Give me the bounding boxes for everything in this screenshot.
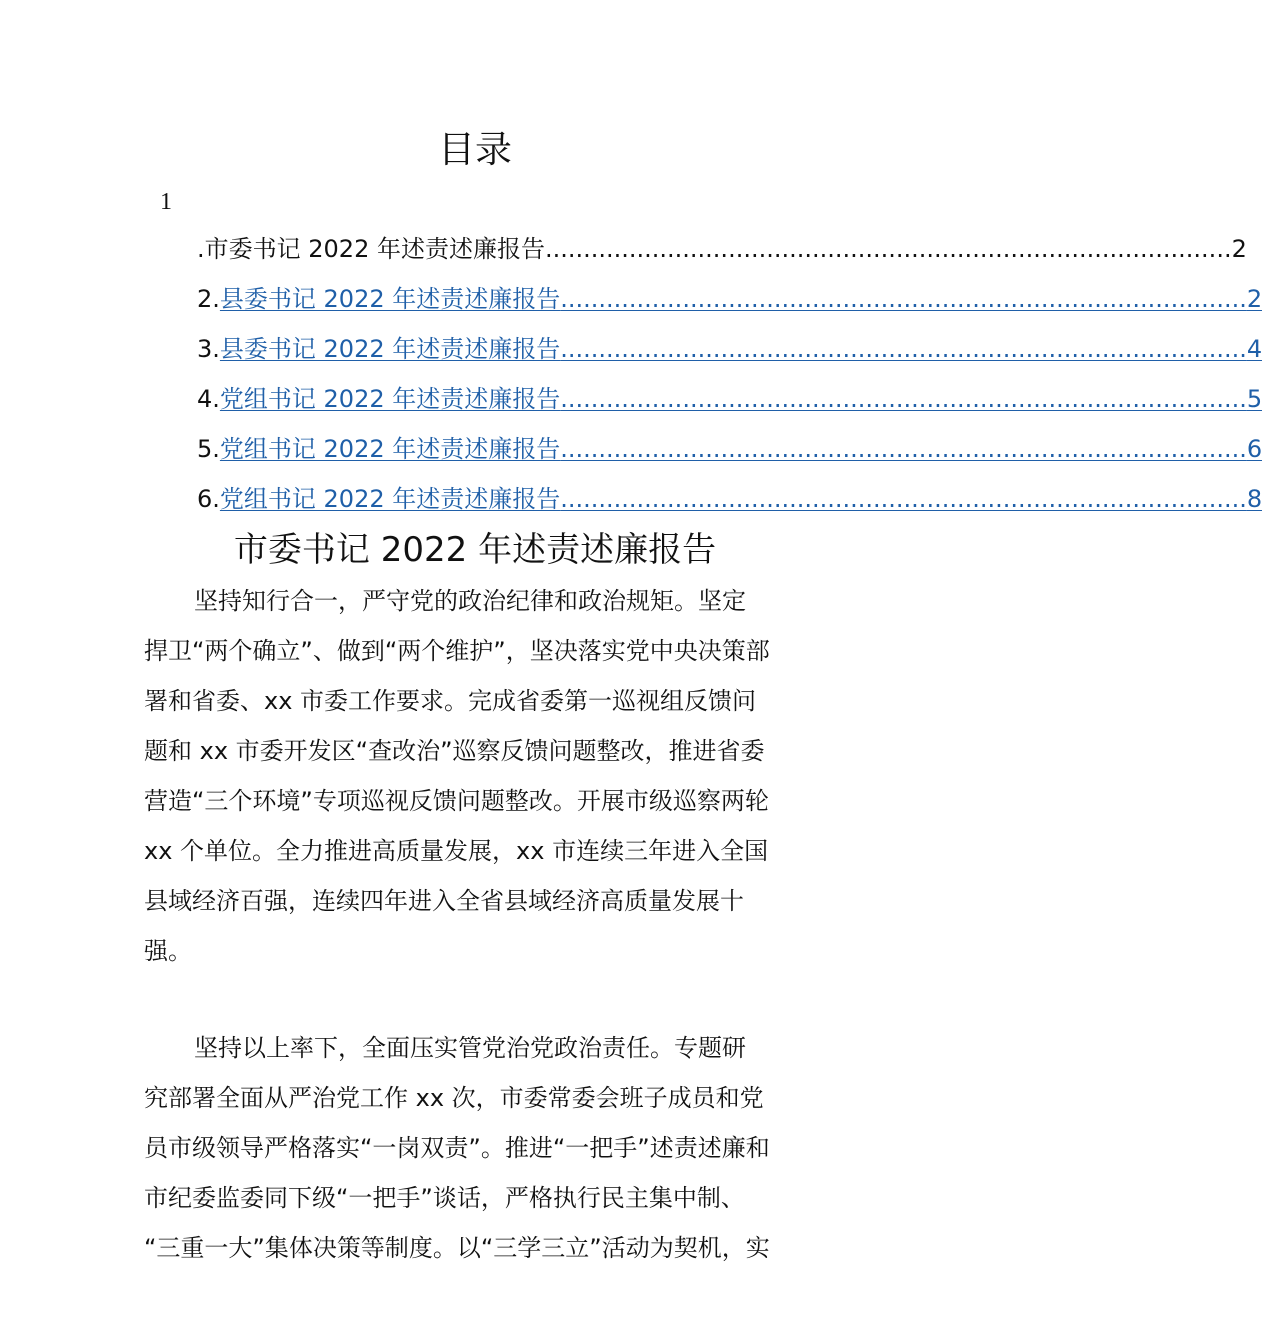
toc-entry-page[interactable]: 6	[1246, 435, 1262, 463]
report-paragraph-2	[144, 1023, 808, 1273]
paragraph-line: 究部署全面从严治党工作 xx 次，市委常委会班子成员和党	[144, 1084, 764, 1112]
toc-entry-title[interactable]: 县委书记 2022 年述责述廉报告	[219, 285, 561, 313]
paragraph-line: 坚持知行合一，严守党的政治纪律和政治规矩。坚定	[194, 587, 746, 615]
report-paragraph-1	[144, 576, 808, 976]
toc-title: 目录	[438, 128, 512, 171]
paragraph-line: 员市级领导严格落实“一岗双责”。推进“一把手”述责述廉和	[144, 1134, 770, 1162]
paragraph-line: 题和 xx 市委开发区“查改治”巡察反馈问题整改，推进省委	[144, 737, 765, 765]
paragraph-line: 坚持以上率下，全面压实管党治党政治责任。专题研	[194, 1034, 746, 1062]
paragraph-line: xx 个单位。全力推进高质量发展，xx 市连续三年进入全国	[144, 837, 769, 865]
toc-entry-6[interactable]	[197, 479, 1262, 519]
toc-entry-number: 2.	[197, 285, 220, 313]
report-title: 市委书记 2022 年述责述廉报告	[233, 530, 717, 570]
toc-entry-leader: ..........................................................................................	[560, 385, 1247, 413]
toc-entry-title[interactable]: .市委书记 2022 年述责述廉报告	[197, 235, 545, 263]
toc-entry-2[interactable]	[197, 279, 1262, 319]
toc-entry-leader: ..........................................................................................	[560, 435, 1247, 463]
toc-entry-title[interactable]: 党组书记 2022 年述责述廉报告	[219, 485, 561, 513]
toc-entry-title[interactable]: 党组书记 2022 年述责述廉报告	[219, 435, 561, 463]
toc-entry-number: 6.	[197, 485, 220, 513]
toc-entry-title[interactable]: 党组书记 2022 年述责述廉报告	[219, 385, 561, 413]
toc-entry-page[interactable]: 2	[1231, 235, 1247, 263]
toc-entry-page[interactable]: 8	[1246, 485, 1262, 513]
toc-number: 1	[160, 189, 172, 215]
toc-entry-number: 5.	[197, 435, 220, 463]
toc-entry-leader: ..........................................................................................	[544, 235, 1232, 263]
toc-entry-page[interactable]: 4	[1246, 335, 1262, 363]
toc-entry-1[interactable]	[197, 229, 1247, 269]
toc-entry-4[interactable]	[197, 379, 1262, 419]
paragraph-line: 县域经济百强，连续四年进入全省县域经济高质量发展十	[144, 887, 744, 915]
toc-entry-page[interactable]: 5	[1246, 385, 1262, 413]
paragraph-line: 捍卫“两个确立”、做到“两个维护”，坚决落实党中央决策部	[144, 637, 770, 665]
toc-entry-number: 3.	[197, 335, 220, 363]
toc-entry-leader: ..........................................................................................	[560, 485, 1247, 513]
toc-entry-title[interactable]: 县委书记 2022 年述责述廉报告	[219, 335, 561, 363]
paragraph-line: 营造“三个环境”专项巡视反馈问题整改。开展市级巡察两轮	[144, 787, 769, 815]
paragraph-line: 市纪委监委同下级“一把手”谈话，严格执行民主集中制、	[144, 1184, 745, 1212]
toc-entry-leader: ..........................................................................................	[560, 335, 1247, 363]
toc-entry-number: 4.	[197, 385, 220, 413]
toc-entry-page[interactable]: 2	[1246, 285, 1262, 313]
paragraph-line: “三重一大”集体决策等制度。以“三学三立”活动为契机，实	[144, 1234, 770, 1262]
toc-entry-leader: ..........................................................................................	[560, 285, 1247, 313]
paragraph-line: 署和省委、xx 市委工作要求。完成省委第一巡视组反馈问	[144, 687, 757, 715]
toc-entry-5[interactable]	[197, 429, 1262, 469]
toc-entry-3[interactable]	[197, 329, 1262, 369]
paragraph-line: 强。	[144, 937, 192, 965]
